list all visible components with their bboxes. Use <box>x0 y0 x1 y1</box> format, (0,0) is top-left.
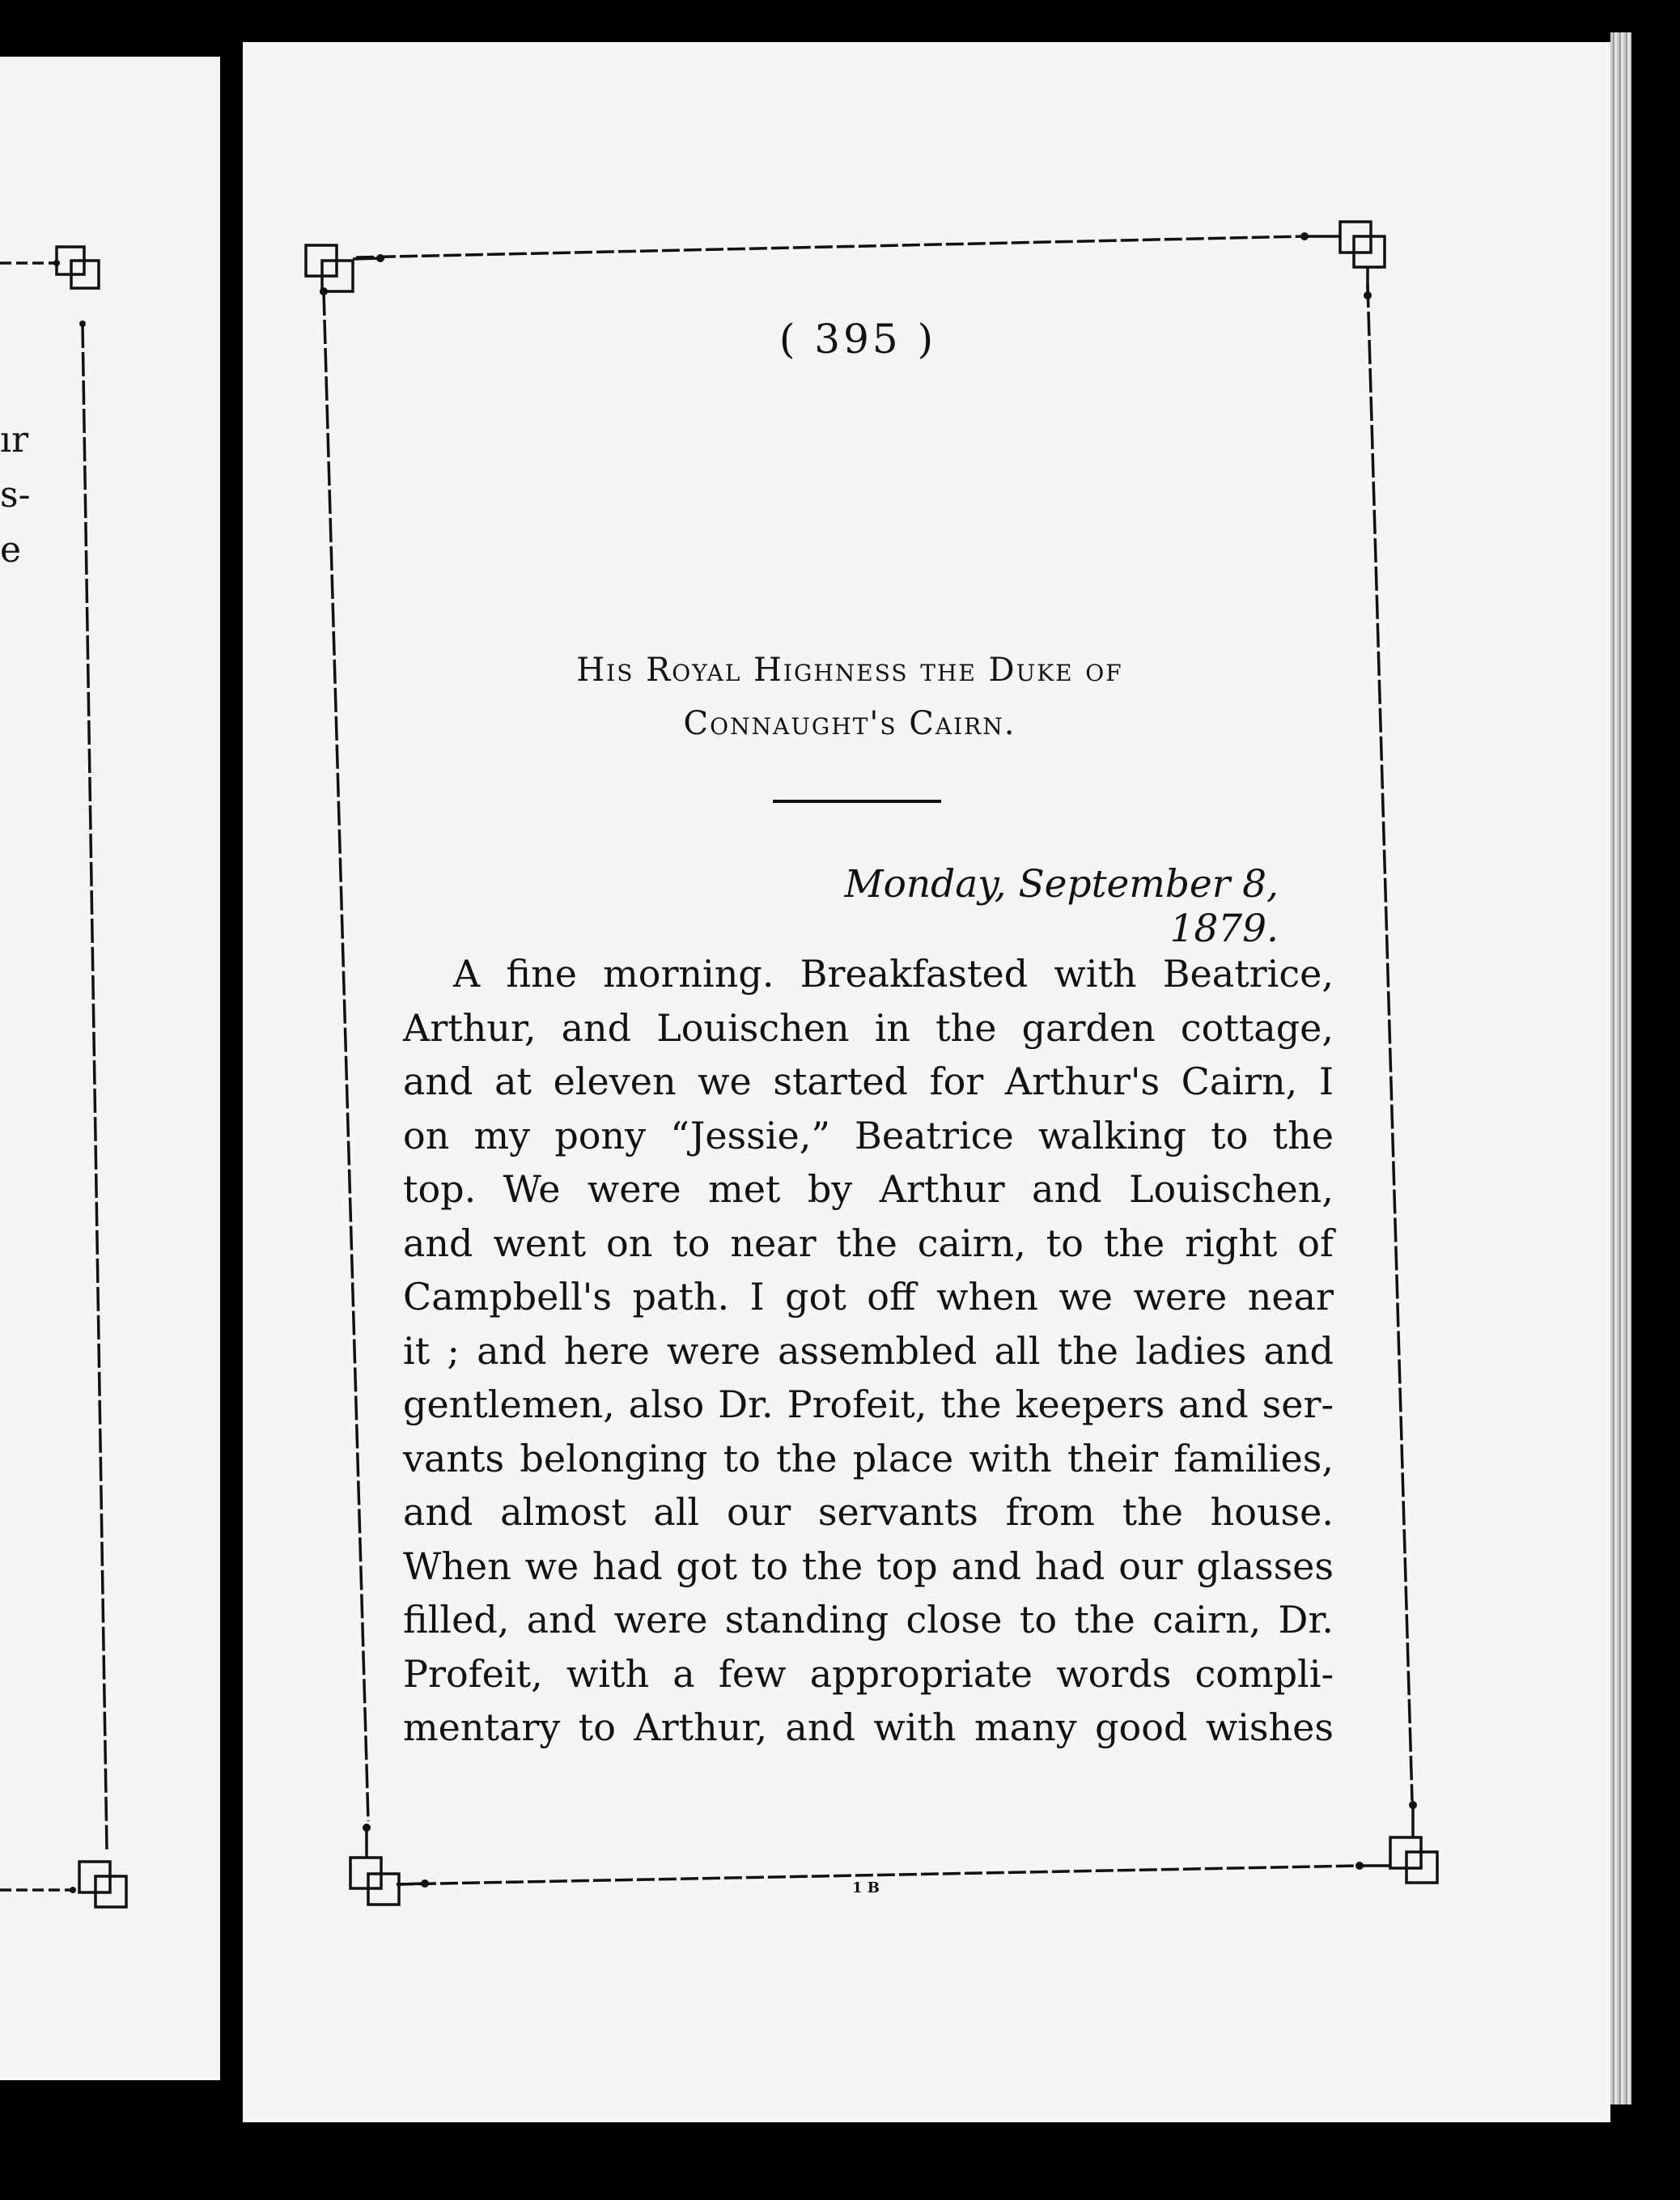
signature-mark: 1 B <box>851 1879 880 1896</box>
text-line: top. We were met by Arthur and Louischen, <box>403 1167 1334 1211</box>
text-line: When we had got to the top and had our glasses <box>403 1544 1334 1588</box>
text-line: and went on to near the cairn, to the right of <box>403 1221 1334 1265</box>
text-line: mentary to Arthur, and with many good wishes <box>403 1705 1334 1749</box>
previous-page-fragment: s- <box>0 474 31 516</box>
text-line: Campbell's path. I got off when we were near <box>403 1275 1334 1319</box>
text-line: Arthur, and Louischen in the garden cottage, <box>403 1005 1334 1050</box>
chapter-heading-line-1: His Royal Highness the Duke of <box>576 652 1123 689</box>
chapter-heading <box>469 643 1230 750</box>
text-line: filled, and were standing close to the cairn, Dr. <box>403 1598 1334 1642</box>
chapter-heading-line-2: Connaught's Cairn. <box>683 705 1016 742</box>
text-line: vants belonging to the place with their families, <box>403 1436 1334 1480</box>
page-number: ( 395 ) <box>778 316 937 363</box>
text-line: and almost all our servants from the house. <box>403 1490 1334 1534</box>
entry-date: Monday, September 8, 1879. <box>844 862 1279 951</box>
text-line: Profeit, with a few appropriate words compli- <box>403 1651 1334 1696</box>
text-line: and at eleven we started for Arthur's Cairn, I <box>403 1060 1334 1103</box>
heading-rule <box>773 800 941 803</box>
body-text <box>403 947 1334 1755</box>
previous-page-fragment: ır <box>0 419 29 461</box>
text-line: gentlemen, also Dr. Profeit, the keepers and ser- <box>403 1382 1334 1426</box>
text-line: on my pony “Jessie,” Beatrice walking to the <box>403 1113 1334 1157</box>
text-line: A fine morning. Breakfasted with Beatrice, <box>453 952 1334 996</box>
previous-page-fragment: e <box>0 529 22 571</box>
text-line: it ; and here were assembled all the ladies and <box>403 1328 1334 1373</box>
